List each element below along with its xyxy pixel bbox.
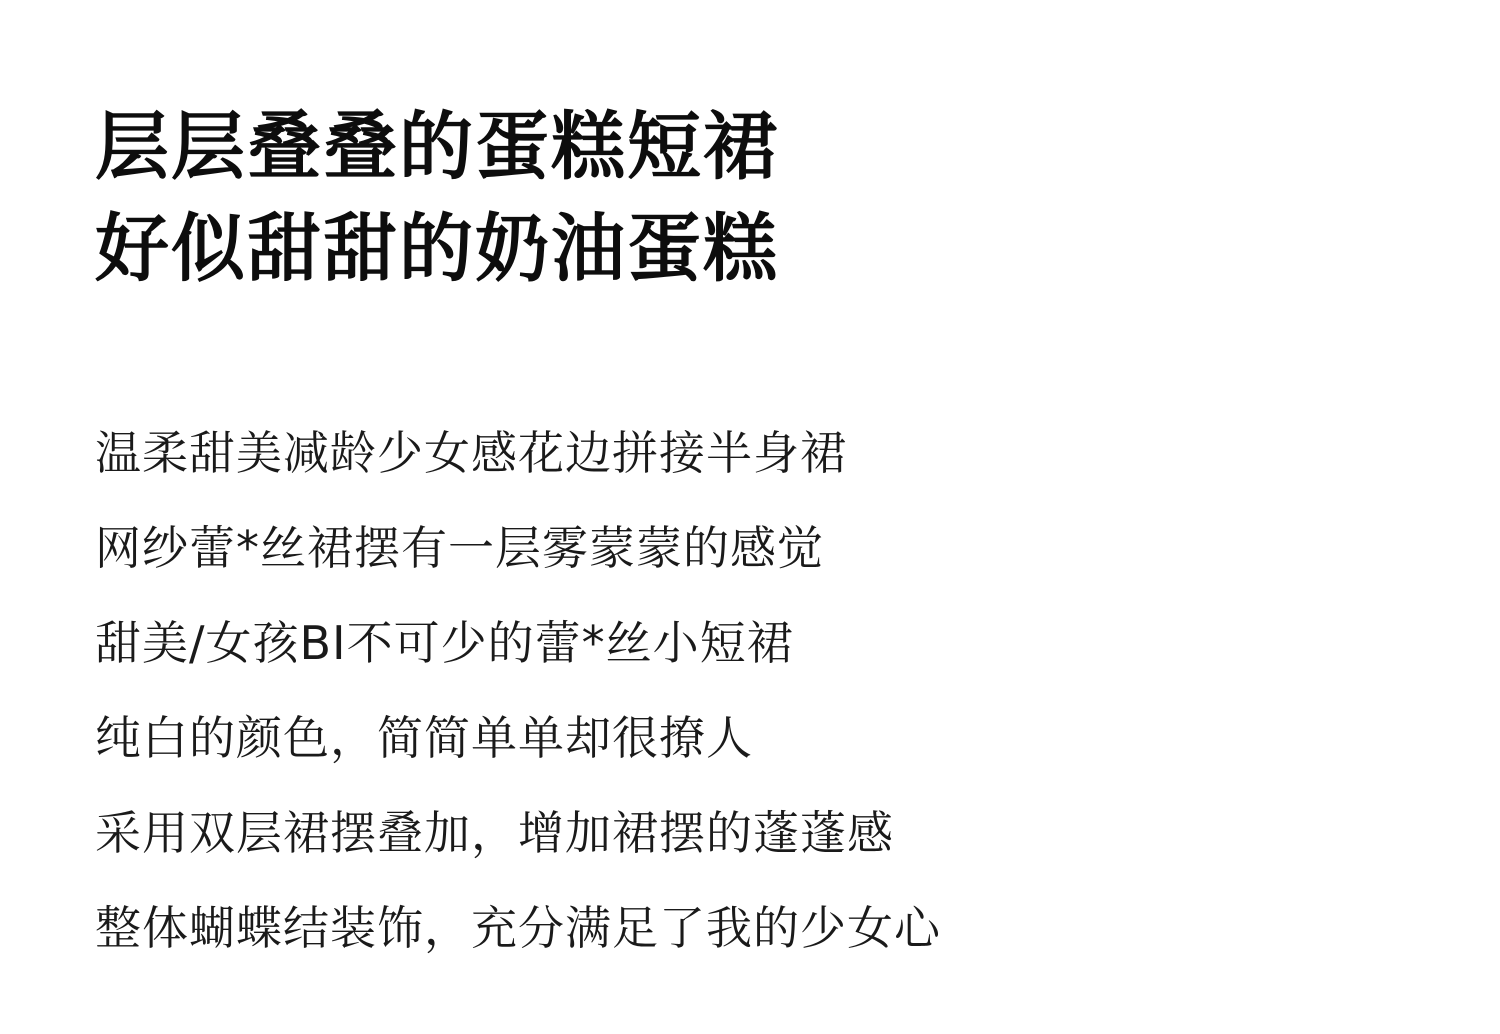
- title-line-2: 好似甜甜的奶油蛋糕: [95, 206, 779, 292]
- description-line: 整体蝴蝶结装饰，充分满足了我的少女心: [95, 901, 941, 955]
- description-line: 采用双层裙摆叠加，增加裙摆的蓬蓬感: [95, 806, 894, 860]
- page-title: [95, 96, 1440, 300]
- description-line: 甜美/女孩BI不可少的蕾*丝小短裙: [95, 616, 794, 670]
- description-line: 纯白的颜色，简简单单却很撩人: [95, 711, 753, 765]
- description-line: 网纱蕾*丝裙摆有一层雾蒙蒙的感觉: [95, 521, 824, 575]
- title-line-1: 层层叠叠的蛋糕短裙: [95, 104, 779, 190]
- description-text: [95, 406, 1440, 976]
- content-area: [95, 96, 1440, 976]
- description-line: 温柔甜美减龄少女感花边拼接半身裙: [95, 426, 847, 480]
